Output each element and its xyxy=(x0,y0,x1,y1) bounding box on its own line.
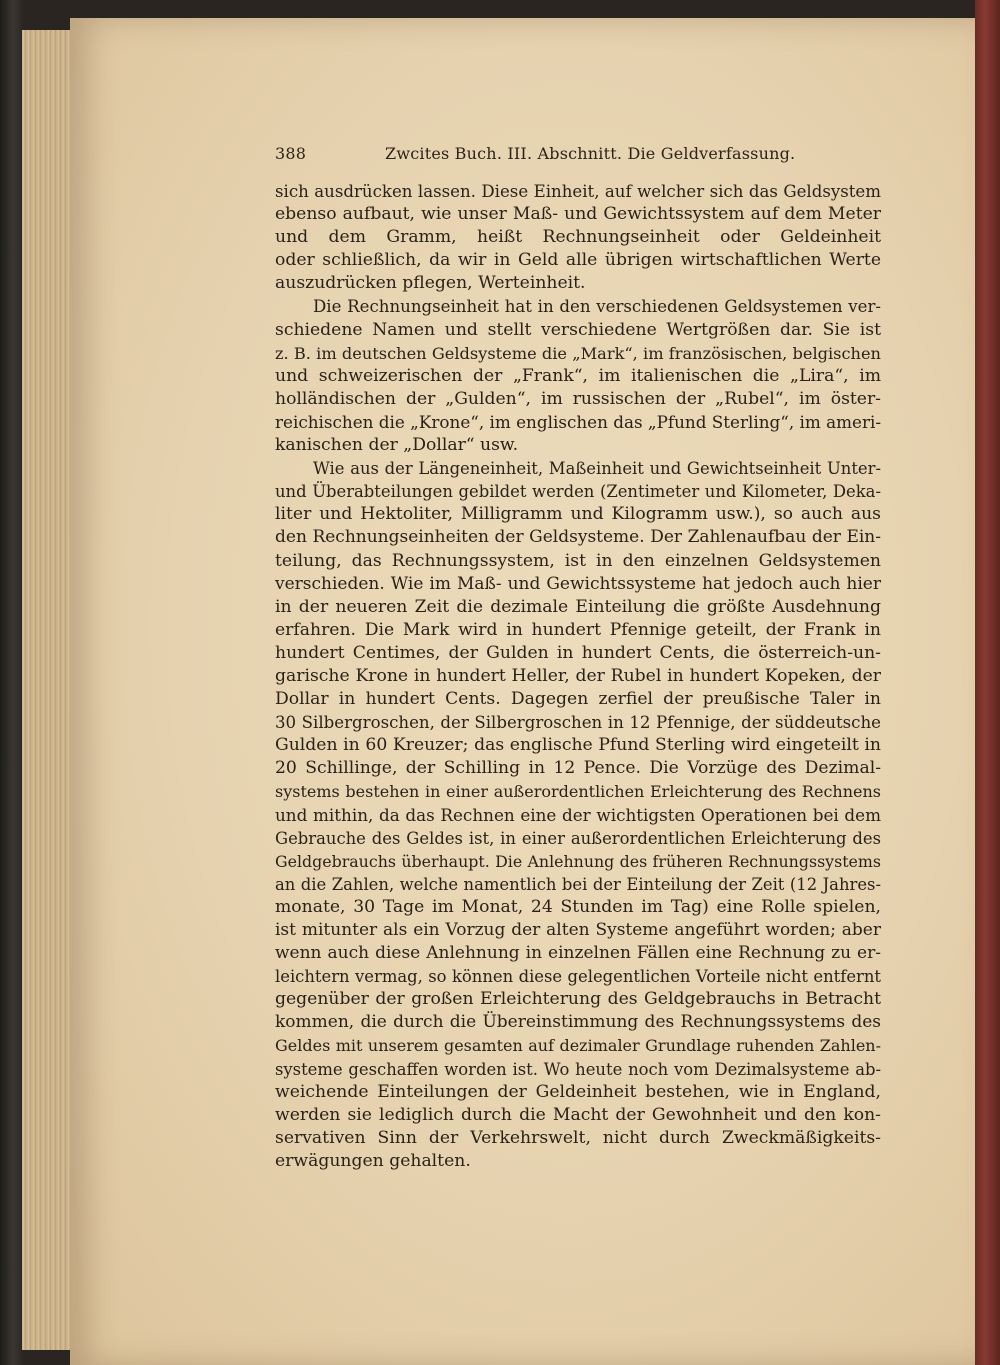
text-line: sich ausdrücken lassen. Diese Einheit, auf welcher sich das Geldsystem xyxy=(275,182,881,201)
text-line: den Rechnungseinheiten der Geldsysteme. Der Zahlenaufbau der Ein- xyxy=(275,527,881,548)
running-title: Zwcites Buch. III. Abschnitt. Die Geldverfassung. xyxy=(385,144,796,163)
text-line: ebenso aufbaut, wie unser Maß- und Gewichtssystem auf dem Meter xyxy=(275,204,881,225)
text-line: erfahren. Die Mark wird in hundert Pfennige geteilt, der Frank in xyxy=(275,619,881,640)
text-line: und schweizerischen der „Frank“, im italienischen die „Lira“, im xyxy=(275,365,881,386)
text-line: z. B. im deutschen Geldsysteme die „Mark“, im französischen, belgischen xyxy=(275,343,881,363)
text-line: 30 Silbergroschen, der Silbergroschen in 12 Pfennige, der süddeutsche xyxy=(275,713,881,733)
text-line: reichischen die „Krone“, im englischen das „Pfund Sterling“, im ameri- xyxy=(275,411,882,432)
text-line: in der neueren Zeit die dezimale Einteilung die größte Ausdehnung xyxy=(275,596,881,617)
text-line: Wie aus der Längeneinheit, Maßeinheit und Gewichtseinheit Unter- xyxy=(313,459,881,479)
text-line: ist mitunter als ein Vorzug der alten Systeme angeführt worden; aber xyxy=(275,920,881,940)
text-line: weichende Einteilungen der Geldeinheit bestehen, wie in England, xyxy=(275,1081,881,1102)
page-number: 388 xyxy=(275,144,307,163)
text-line: kanischen der „Dollar“ usw. xyxy=(275,435,519,456)
book-cover-left xyxy=(0,0,22,1365)
text-line: gegenüber der großen Erleichterung des Geldgebrauchs in Betracht xyxy=(275,989,881,1010)
text-line: und dem Gramm, heißt Rechnungseinheit oder Geldeinheit xyxy=(275,227,881,248)
text-line: monate, 30 Tage im Monat, 24 Stunden im Tag) eine Rolle spielen, xyxy=(275,896,881,917)
text-line: systems bestehen in einer außerordentlichen Erleichterung des Rechnens xyxy=(275,782,881,802)
text-line: Dollar in hundert Cents. Dagegen zerfiel der preußische Taler in xyxy=(275,689,881,710)
text-line: oder schließlich, da wir in Geld alle übrigen wirtschaftlichen Werte xyxy=(275,250,881,271)
text-line: garische Krone in hundert Heller, der Rubel in hundert Kopeken, der xyxy=(275,665,881,686)
text-line: auszudrücken pflegen, Werteinheit. xyxy=(275,273,586,294)
text-line: und mithin, da das Rechnen eine der wichtigsten Operationen bei dem xyxy=(275,804,881,825)
text-line: teilung, das Rechnungssystem, ist in den einzelnen Geldsystemen xyxy=(275,550,881,571)
body-text xyxy=(275,180,881,1173)
text-line: Geldgebrauchs überhaupt. Die Anlehnung des früheren Rechnungssystems xyxy=(275,851,881,871)
text-line: erwägungen gehalten. xyxy=(275,1150,471,1171)
text-line: schiedene Namen und stellt verschiedene Wertgrößen dar. Sie ist xyxy=(275,319,881,340)
text-line: Gebrauche des Geldes ist, in einer außerordentlichen Erleichterung des xyxy=(275,828,881,848)
text-line: kommen, die durch die Übereinstimmung des Rechnungssystems des xyxy=(275,1012,881,1033)
text-line: 20 Schillinge, der Schilling in 12 Pence. Die Vorzüge des Dezimal- xyxy=(275,758,881,779)
text-line: an die Zahlen, welche namentlich bei der Einteilung der Zeit (12 Jahres- xyxy=(275,874,881,894)
text-line: verschieden. Wie im Maß- und Gewichtssysteme hat jedoch auch hier xyxy=(275,573,881,594)
page-header xyxy=(275,144,895,168)
text-line: Gulden in 60 Kreuzer; das englische Pfund Sterling wird eingeteilt in xyxy=(275,735,881,756)
text-line: liter und Hektoliter, Milligramm und Kilogramm usw.), so auch aus xyxy=(275,504,881,525)
text-line: leichtern vermag, so können diese gelegentlichen Vorteile nicht entfernt xyxy=(275,967,881,987)
text-line: werden sie lediglich durch die Macht der Gewohnheit und den kon- xyxy=(275,1104,881,1125)
text-line: systeme geschaffen worden ist. Wo heute noch vom Dezimalsysteme ab- xyxy=(275,1059,881,1079)
text-line: Die Rechnungseinheit hat in den verschiedenen Geldsystemen ver- xyxy=(313,297,881,317)
text-line: und Überabteilungen gebildet werden (Zentimeter und Kilometer, Deka- xyxy=(275,482,881,502)
text-line: Geldes mit unserem gesamten auf dezimaler Grundlage ruhenden Zahlen- xyxy=(275,1036,881,1056)
text-line: wenn auch diese Anlehnung in einzelnen Fällen eine Rechnung zu er- xyxy=(275,943,881,964)
text-line: holländischen der „Gulden“, im russischen der „Rubel“, im öster- xyxy=(275,388,881,409)
book-cover-right xyxy=(975,0,1000,1365)
text-line: hundert Centimes, der Gulden in hundert Cents, die österreich-un- xyxy=(275,642,881,663)
text-line: servativen Sinn der Verkehrswelt, nicht durch Zweckmäßigkeits- xyxy=(275,1127,881,1148)
